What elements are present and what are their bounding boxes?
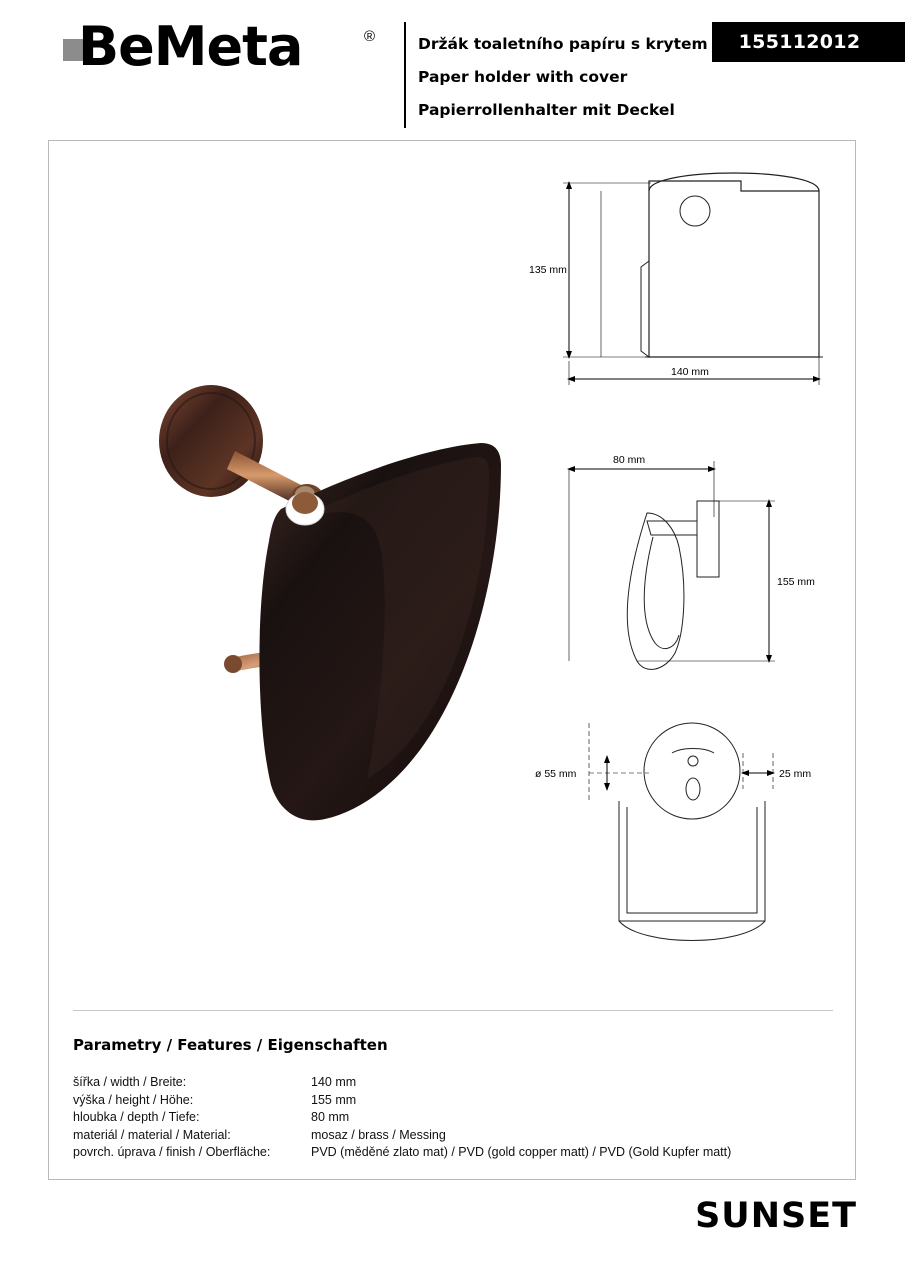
brand-logo [48,15,398,80]
param-label-height: výška / height / Höhe: [73,1092,194,1107]
product-title-de: Papierrollenhalter mit Deckel [418,101,675,119]
param-value-width: 140 mm [311,1075,357,1089]
top-offset-label: 25 mm [779,768,812,780]
param-value-finish: PVD (měděné zlato mat) / PVD (gold copper matt) / PVD (Gold Kupfer matt) [311,1145,732,1159]
collection-name: SUNSET [695,1196,857,1236]
product-code-badge [712,22,905,62]
front-width-label: 140 mm [671,366,709,378]
page-header [0,0,905,136]
param-label-material: materiál / material / Material: [73,1127,231,1142]
registered-trademark-icon: ® [364,28,376,45]
header-divider [404,22,406,128]
parameters-divider [73,1010,833,1011]
product-title-en: Paper holder with cover [418,68,628,86]
param-label-finish: povrch. úprava / finish / Oberfläche: [73,1145,271,1159]
table-row [73,1109,833,1127]
drawing-side-view [567,454,815,669]
parameters-table [73,1074,833,1162]
table-row [73,1127,833,1145]
content-frame [48,140,856,1180]
table-row [73,1144,833,1162]
param-value-material: mosaz / brass / Messing [311,1127,446,1142]
product-code-text: 155112012 [738,31,861,53]
product-photo [129,251,549,871]
top-diameter-label: ø 55 mm [535,768,577,780]
product-title-group [418,28,748,127]
side-depth-label: 80 mm [613,454,646,466]
drawing-top-view [535,723,811,941]
param-value-depth: 80 mm [311,1110,350,1124]
param-label-width: šířka / width / Breite: [73,1075,187,1089]
parameters-title: Parametry / Features / Eigenschaften [73,1036,388,1054]
side-height-label: 155 mm [777,576,815,588]
technical-drawings [529,161,859,1001]
brand-logo-text: BeMeta [78,15,303,78]
param-value-height: 155 mm [311,1092,357,1107]
drawing-front-view [529,173,823,385]
table-row [73,1074,833,1092]
table-row [73,1092,833,1110]
front-height-label: 135 mm [529,264,567,276]
param-label-depth: hloubka / depth / Tiefe: [73,1110,200,1124]
product-title-cs: Držák toaletního papíru s krytem [418,35,708,53]
